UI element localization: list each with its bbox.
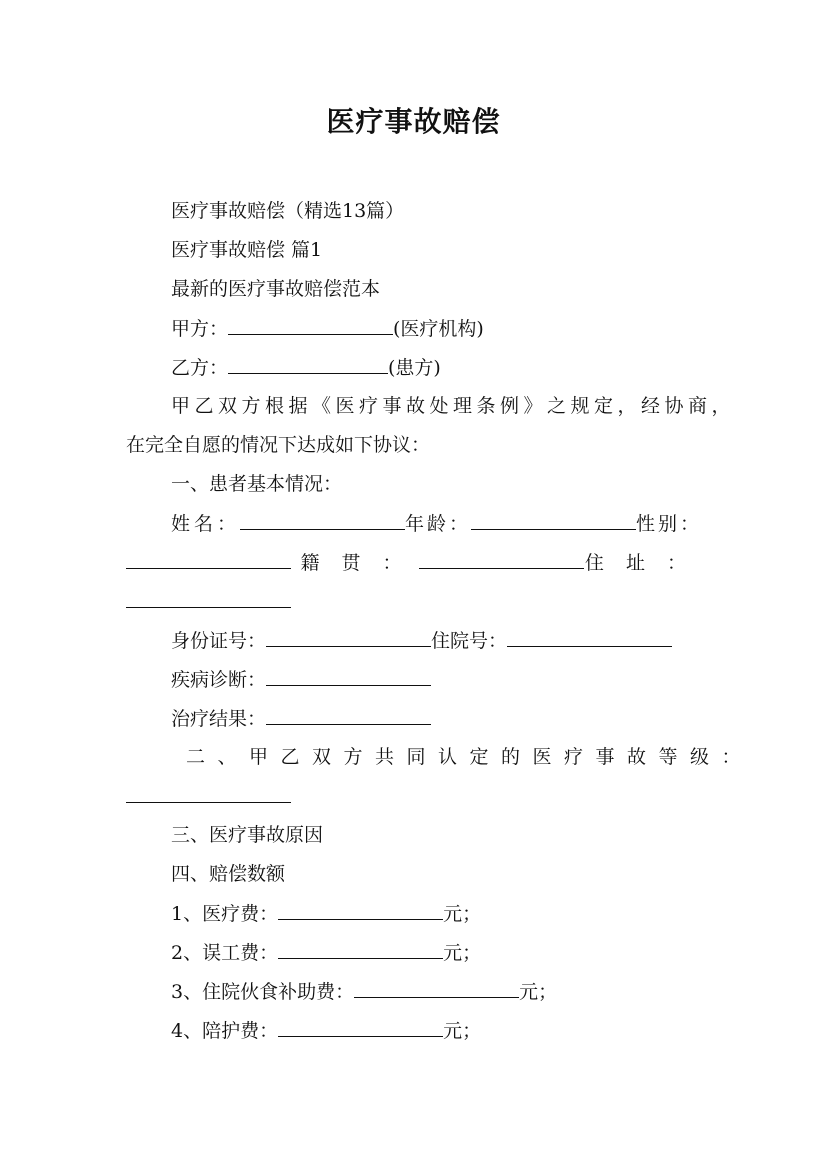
party-a-blank <box>228 316 393 335</box>
hospital-no-blank <box>507 628 672 647</box>
address-label: 住 址 ： <box>584 552 694 574</box>
treatment-line <box>171 706 431 731</box>
party-b-blank <box>228 355 388 374</box>
fee-nursing-line <box>171 1018 481 1043</box>
diagnosis-line <box>171 667 431 692</box>
party-b-line <box>171 355 441 380</box>
section-3-heading: 三、医疗事故原因 <box>171 824 324 846</box>
age-blank <box>471 511 636 530</box>
address-blank-line <box>126 589 291 614</box>
diagnosis-label: 疾病诊断： <box>171 669 267 691</box>
party-a-line <box>171 316 484 341</box>
origin-blank <box>419 550 584 569</box>
fee-medical-blank <box>278 901 443 920</box>
fee-medical-unit: 元； <box>443 903 482 925</box>
id-line <box>171 628 672 653</box>
gender-label: 性别： <box>636 513 703 535</box>
party-b-label: 乙方： <box>171 357 229 379</box>
template-heading: 最新的医疗事故赔偿范本 <box>171 278 381 300</box>
patient-name-line <box>171 511 702 536</box>
fee-medical-label: 1、医疗费： <box>171 903 279 925</box>
treatment-blank <box>266 706 431 725</box>
origin-address-line <box>126 550 696 575</box>
section-heading-part-1: 医疗事故赔偿 篇1 <box>171 239 323 261</box>
hospital-no-label: 住院号： <box>431 630 508 652</box>
address-blank <box>126 589 291 608</box>
party-b-suffix: (患方) <box>388 357 441 379</box>
diagnosis-blank <box>266 667 431 686</box>
fee-medical-line <box>171 901 481 926</box>
section-4-heading: 四、赔偿数额 <box>171 863 286 885</box>
agreement-line-1: 甲乙双方根据《医疗事故处理条例》之规定，经协商， <box>171 395 736 417</box>
gender-blank <box>126 550 291 569</box>
fee-meal-line <box>171 979 557 1004</box>
age-label: 年龄： <box>405 513 472 535</box>
fee-meal-label: 3、住院伙食补助费： <box>171 981 355 1003</box>
fee-meal-blank <box>354 979 519 998</box>
fee-nursing-blank <box>278 1018 443 1037</box>
section-2-heading: 二、甲乙双方共同认定的医疗事故等级： <box>186 746 754 768</box>
fee-nursing-unit: 元； <box>443 1020 482 1042</box>
fee-lost-work-unit: 元； <box>443 942 482 964</box>
agreement-line-2: 在完全自愿的情况下达成如下协议： <box>126 434 431 456</box>
fee-lost-work-line <box>171 940 481 965</box>
origin-label: 籍 贯 ： <box>300 552 410 574</box>
id-blank <box>266 628 431 647</box>
level-blank <box>126 784 291 803</box>
fee-meal-unit: 元； <box>519 981 558 1003</box>
treatment-label: 治疗结果： <box>171 708 267 730</box>
party-a-suffix: (医疗机构) <box>393 318 484 340</box>
document-title: 医疗事故赔偿 <box>326 105 501 138</box>
fee-lost-work-label: 2、误工费： <box>171 942 279 964</box>
level-blank-line <box>126 784 291 809</box>
party-a-label: 甲方： <box>171 318 229 340</box>
fee-nursing-label: 4、陪护费： <box>171 1020 279 1042</box>
id-label: 身份证号： <box>171 630 267 652</box>
subtitle-selected: 医疗事故赔偿（精选13篇） <box>171 200 405 222</box>
name-label: 姓名： <box>171 513 241 535</box>
section-1-heading: 一、患者基本情况： <box>171 473 343 495</box>
name-blank <box>240 511 405 530</box>
fee-lost-work-blank <box>278 940 443 959</box>
